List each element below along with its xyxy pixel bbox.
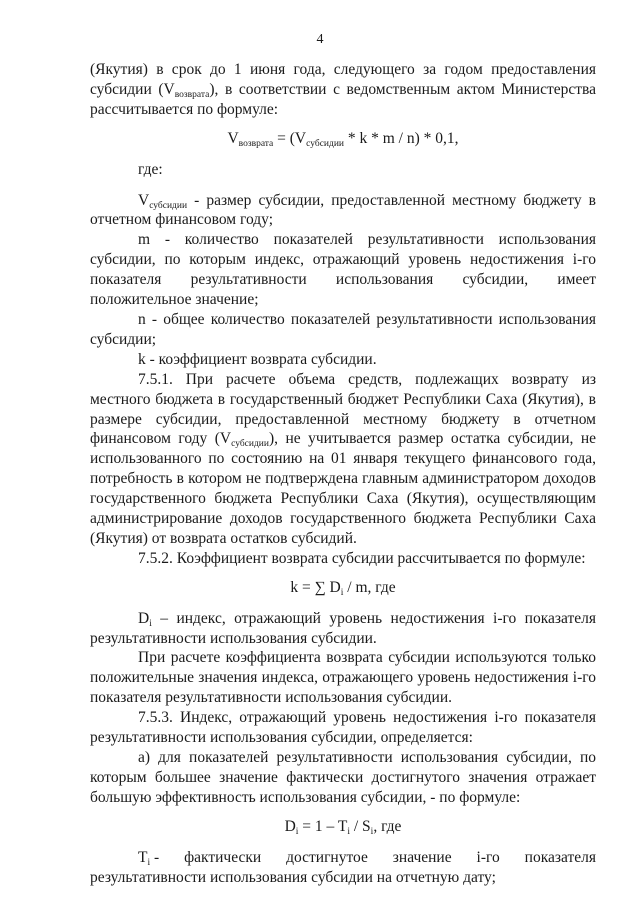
section-7-5-2: 7.5.2. Коэффициент возврата субсидии рассчитывается по формуле: [138, 549, 586, 567]
subscript: i [149, 618, 152, 629]
subscript: возврата [238, 138, 274, 149]
formula-di [90, 817, 596, 837]
text: ), в соответствии с ведомственным актом Министерства рассчитывается по формуле: [90, 80, 596, 118]
word: значение [392, 848, 452, 866]
formula-text: D [284, 817, 296, 835]
text: 7.5.1. При расчете объема средств, подлежащих возврату из местного бюджета в государственный бюджет Республики Саха (Якутия), в размере субсидии, предоставленной местному бюджету в отчетном финансовом году (V [90, 370, 596, 448]
definition-k: k - коэффициент возврата субсидии. [138, 350, 377, 368]
word: i-го [476, 848, 500, 866]
subscript: i [295, 826, 299, 837]
text: V [138, 191, 150, 209]
formula-text: = (V [273, 129, 307, 147]
section-7-5-1 [90, 370, 596, 549]
definition-m: m - количество показателей результативности использования субсидии, по которым индекс, отражающий уровень недостижения i-го показателя результативности использования субсидии, имеет положительное значение; [90, 231, 596, 309]
paragraph-positive-values: При расчете коэффициента возврата субсидии используются только положительные значения индекса, отражающего уровень недостижения i-го показателя результативности использования субсидии. [90, 649, 596, 707]
text: - размер субсидии, предоставленной местному бюджету в отчетном финансовом году; [90, 191, 596, 229]
subscript: субсидии [231, 439, 269, 450]
page-number: 4 [316, 32, 324, 47]
definition-ti-line1 [90, 848, 596, 868]
formula-refund-volume [90, 129, 596, 149]
paragraph-case-a: а) для показателей результативности использования субсидии, по которым большее значение фактически достигнутого значения отражает большую эффективность использования субсидии, - по формуле: [90, 749, 596, 806]
subscript: i [347, 826, 350, 837]
word: фактически [184, 848, 262, 866]
definition-n: n - общее количество показателей результативности использования субсидии; [90, 310, 596, 348]
formula-var: V [227, 129, 239, 147]
text: - [150, 848, 160, 866]
where-label: где: [138, 160, 163, 178]
subscript: i [147, 857, 151, 868]
formula-text: = 1 – T [298, 817, 348, 835]
subscript: возврата [174, 89, 210, 100]
definition-di [90, 609, 596, 649]
subscript: субсидии [149, 200, 188, 211]
subscript: субсидии [306, 138, 344, 149]
definition-v-subsidy [90, 191, 596, 231]
text: ), не учитывается размер остатка субсидии, не использованного по состоянию на 01 января текущего финансового года, потребность в котором не подтверждена главным администратором доходов государственного бюджета Республики Саха (Якутия), осуществляющим администрирование доходов государственного бюджета Республики Саха (Якутия) от возврата остатков субсидий. [90, 430, 596, 547]
text: D [138, 609, 150, 627]
formula-text: * k * m / n) * 0,1, [344, 129, 459, 147]
paragraph-refund-deadline [90, 60, 596, 120]
subscript: i [340, 587, 344, 598]
document-body [90, 60, 596, 887]
word: достигнутое [286, 848, 368, 866]
definition-ti-line2: результативности использования субсидии на отчетную дату; [90, 868, 496, 886]
formula-k [90, 578, 596, 598]
word: показателя [524, 848, 596, 866]
formula-text: / m, где [343, 578, 396, 596]
section-7-5-3: 7.5.3. Индекс, отражающий уровень недостижения i-го показателя результативности использования субсидии, определяется: [90, 709, 596, 747]
formula-text: / S [349, 817, 371, 835]
formula-text: , где [373, 817, 402, 835]
text: – индекс, отражающий уровень недостижения i-го показателя результативности использования субсидии. [90, 609, 596, 647]
word [138, 848, 159, 868]
text: T [138, 848, 148, 866]
subscript: i [370, 826, 374, 837]
text: (Якутия) в срок до 1 июня года, следующего за годом предоставления субсидии (V [90, 61, 596, 98]
formula-text: k = ∑ D [290, 578, 341, 596]
